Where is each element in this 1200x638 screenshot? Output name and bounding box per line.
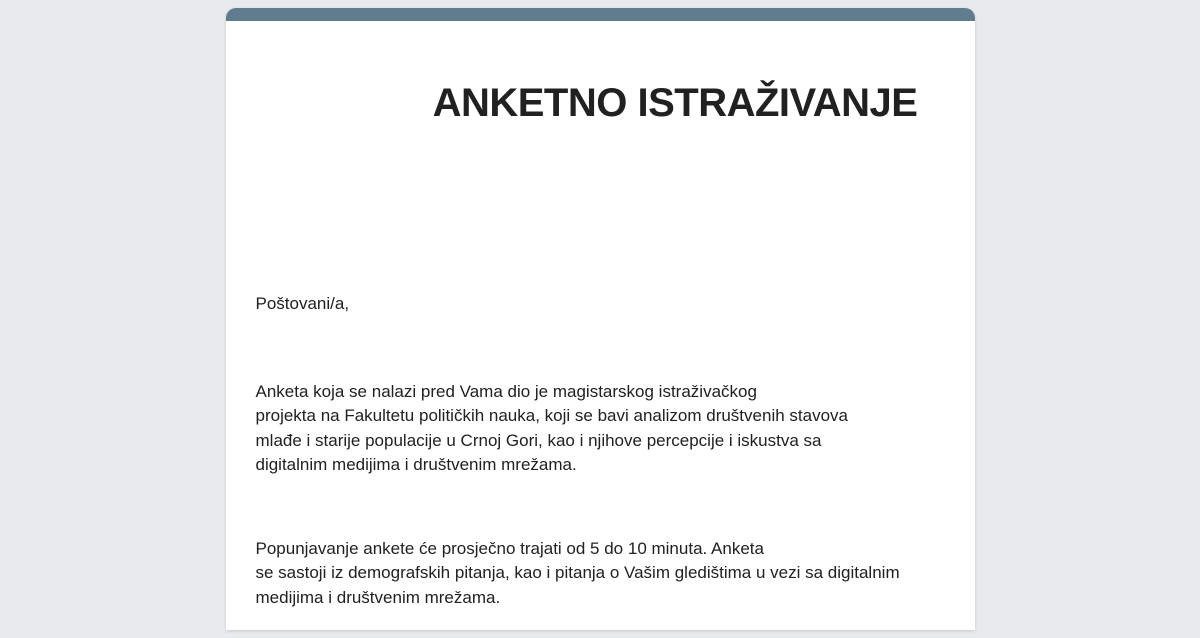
greeting-text: Poštovani/a, xyxy=(255,294,350,313)
intro-paragraph-line: digitalnim medijima i društvenim mrežama. xyxy=(255,455,577,474)
intro-paragraph xyxy=(256,380,945,478)
form-theme-header-bar xyxy=(226,8,975,21)
page-background xyxy=(0,8,1200,630)
form-title: ANKETNO ISTRAŽIVANJE xyxy=(432,81,918,125)
intro-paragraph-line: mlađe i starije populacije u Crnoj Gori, kao i njihove percepcije i iskustva sa xyxy=(255,430,822,450)
duration-paragraph-line: medijima i društvenim mrežama. xyxy=(255,587,501,607)
intro-paragraph-line: projekta na Fakultetu političkih nauka, koji se bavi analizom društvenih stavova xyxy=(255,406,848,425)
intro-paragraph-line: Anketa koja se nalazi pred Vama dio je magistarskog istraživačkog xyxy=(255,381,757,401)
duration-paragraph xyxy=(256,537,945,611)
form-card-body xyxy=(226,21,975,610)
duration-paragraph-line: se sastoji iz demografskih pitanja, kao i pitanja o Vašim gledištima u vezi sa digitalnim xyxy=(255,563,900,582)
duration-paragraph-line: Popunjavanje ankete će prosječno trajati od 5 do 10 minuta. Anketa xyxy=(255,538,764,558)
form-card xyxy=(226,8,975,630)
